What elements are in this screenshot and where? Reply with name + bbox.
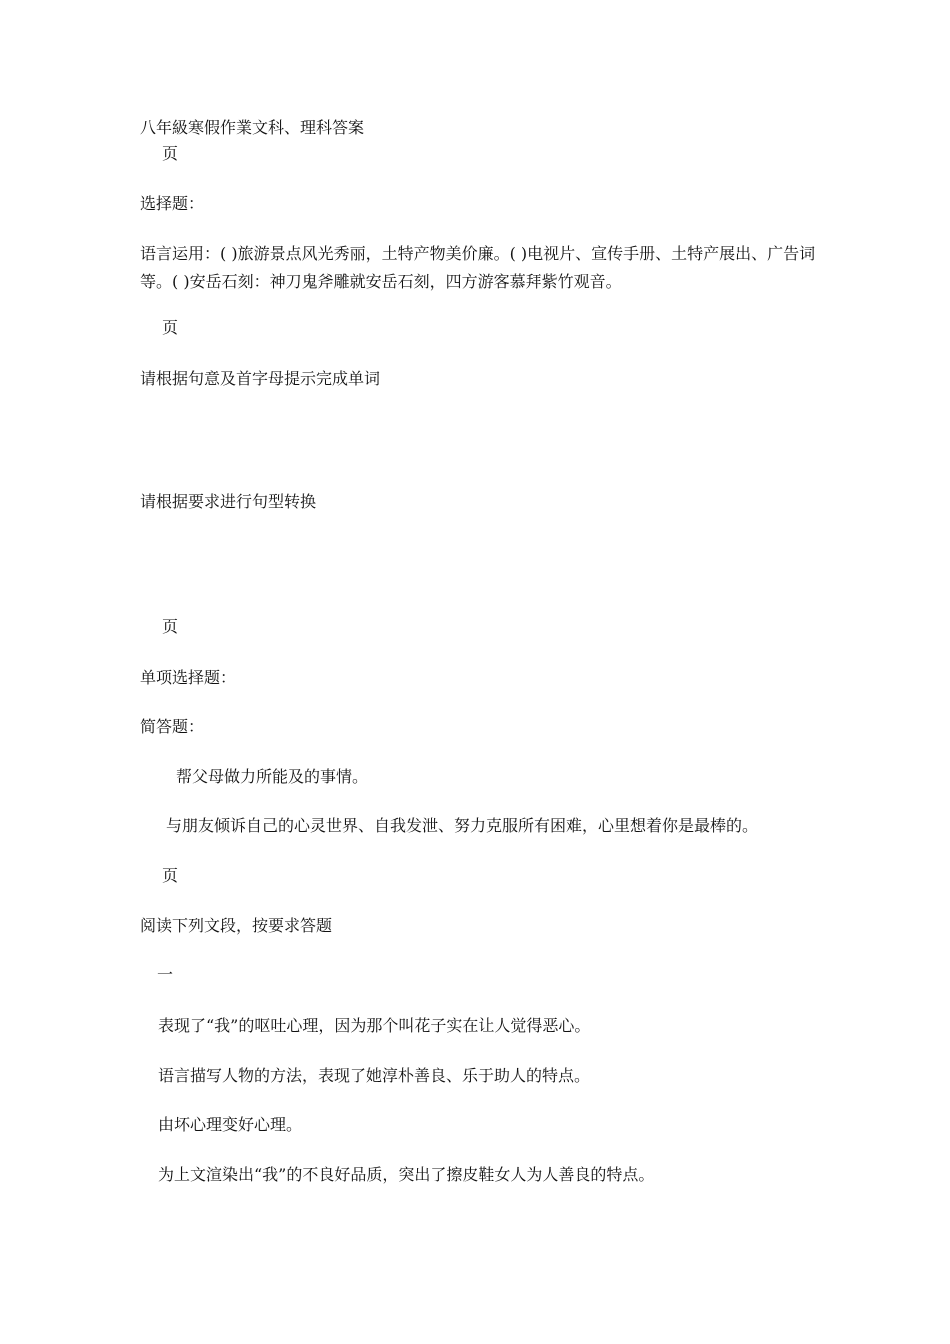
- reading-part-label: 一: [157, 965, 174, 984]
- page-label-2: 页: [162, 318, 179, 337]
- sentence-transform-heading: 请根据要求进行句型转换: [140, 492, 317, 511]
- page-label-3: 页: [162, 617, 179, 636]
- reading-answer-3: 由坏心理变好心理。: [158, 1115, 303, 1134]
- page-label-4: 页: [162, 866, 179, 885]
- language-use-paragraph: 语言运用：( )旅游景点风光秀丽，土特产物美价廉。( )电视片、宣传手册、土特产展出、广告词等。( )安岳石刻：神刀鬼斧雕就安岳石刻，四方游客慕拜紫竹观音。: [140, 244, 816, 291]
- word-completion-heading: 请根据句意及首字母提示完成单词: [140, 369, 381, 388]
- short-answer-1: 帮父母做力所能及的事情。: [176, 767, 369, 786]
- document-title: 八年級寒假作業文科、理科答案: [140, 118, 365, 137]
- page-label-1: 页: [162, 144, 179, 163]
- short-answer-2: 与朋友倾诉自己的心灵世界、自我发泄、努力克服所有困难，心里想着你是最棒的。: [166, 816, 759, 835]
- short-answer-heading: 简答题：: [140, 717, 205, 736]
- reading-answer-1: 表现了“我”的呕吐心理，因为那个叫花子实在让人觉得恶心。: [158, 1016, 591, 1035]
- single-choice-heading: 单项选择题：: [140, 668, 237, 687]
- reading-answer-4: 为上文渲染出“我”的不良好品质，突出了擦皮鞋女人为人善良的特点。: [158, 1165, 655, 1184]
- reading-answer-2: 语言描写人物的方法，表现了她淳朴善良、乐于助人的特点。: [158, 1066, 591, 1085]
- choice-heading: 选择题：: [140, 194, 205, 213]
- reading-heading: 阅读下列文段，按要求答题: [140, 916, 333, 935]
